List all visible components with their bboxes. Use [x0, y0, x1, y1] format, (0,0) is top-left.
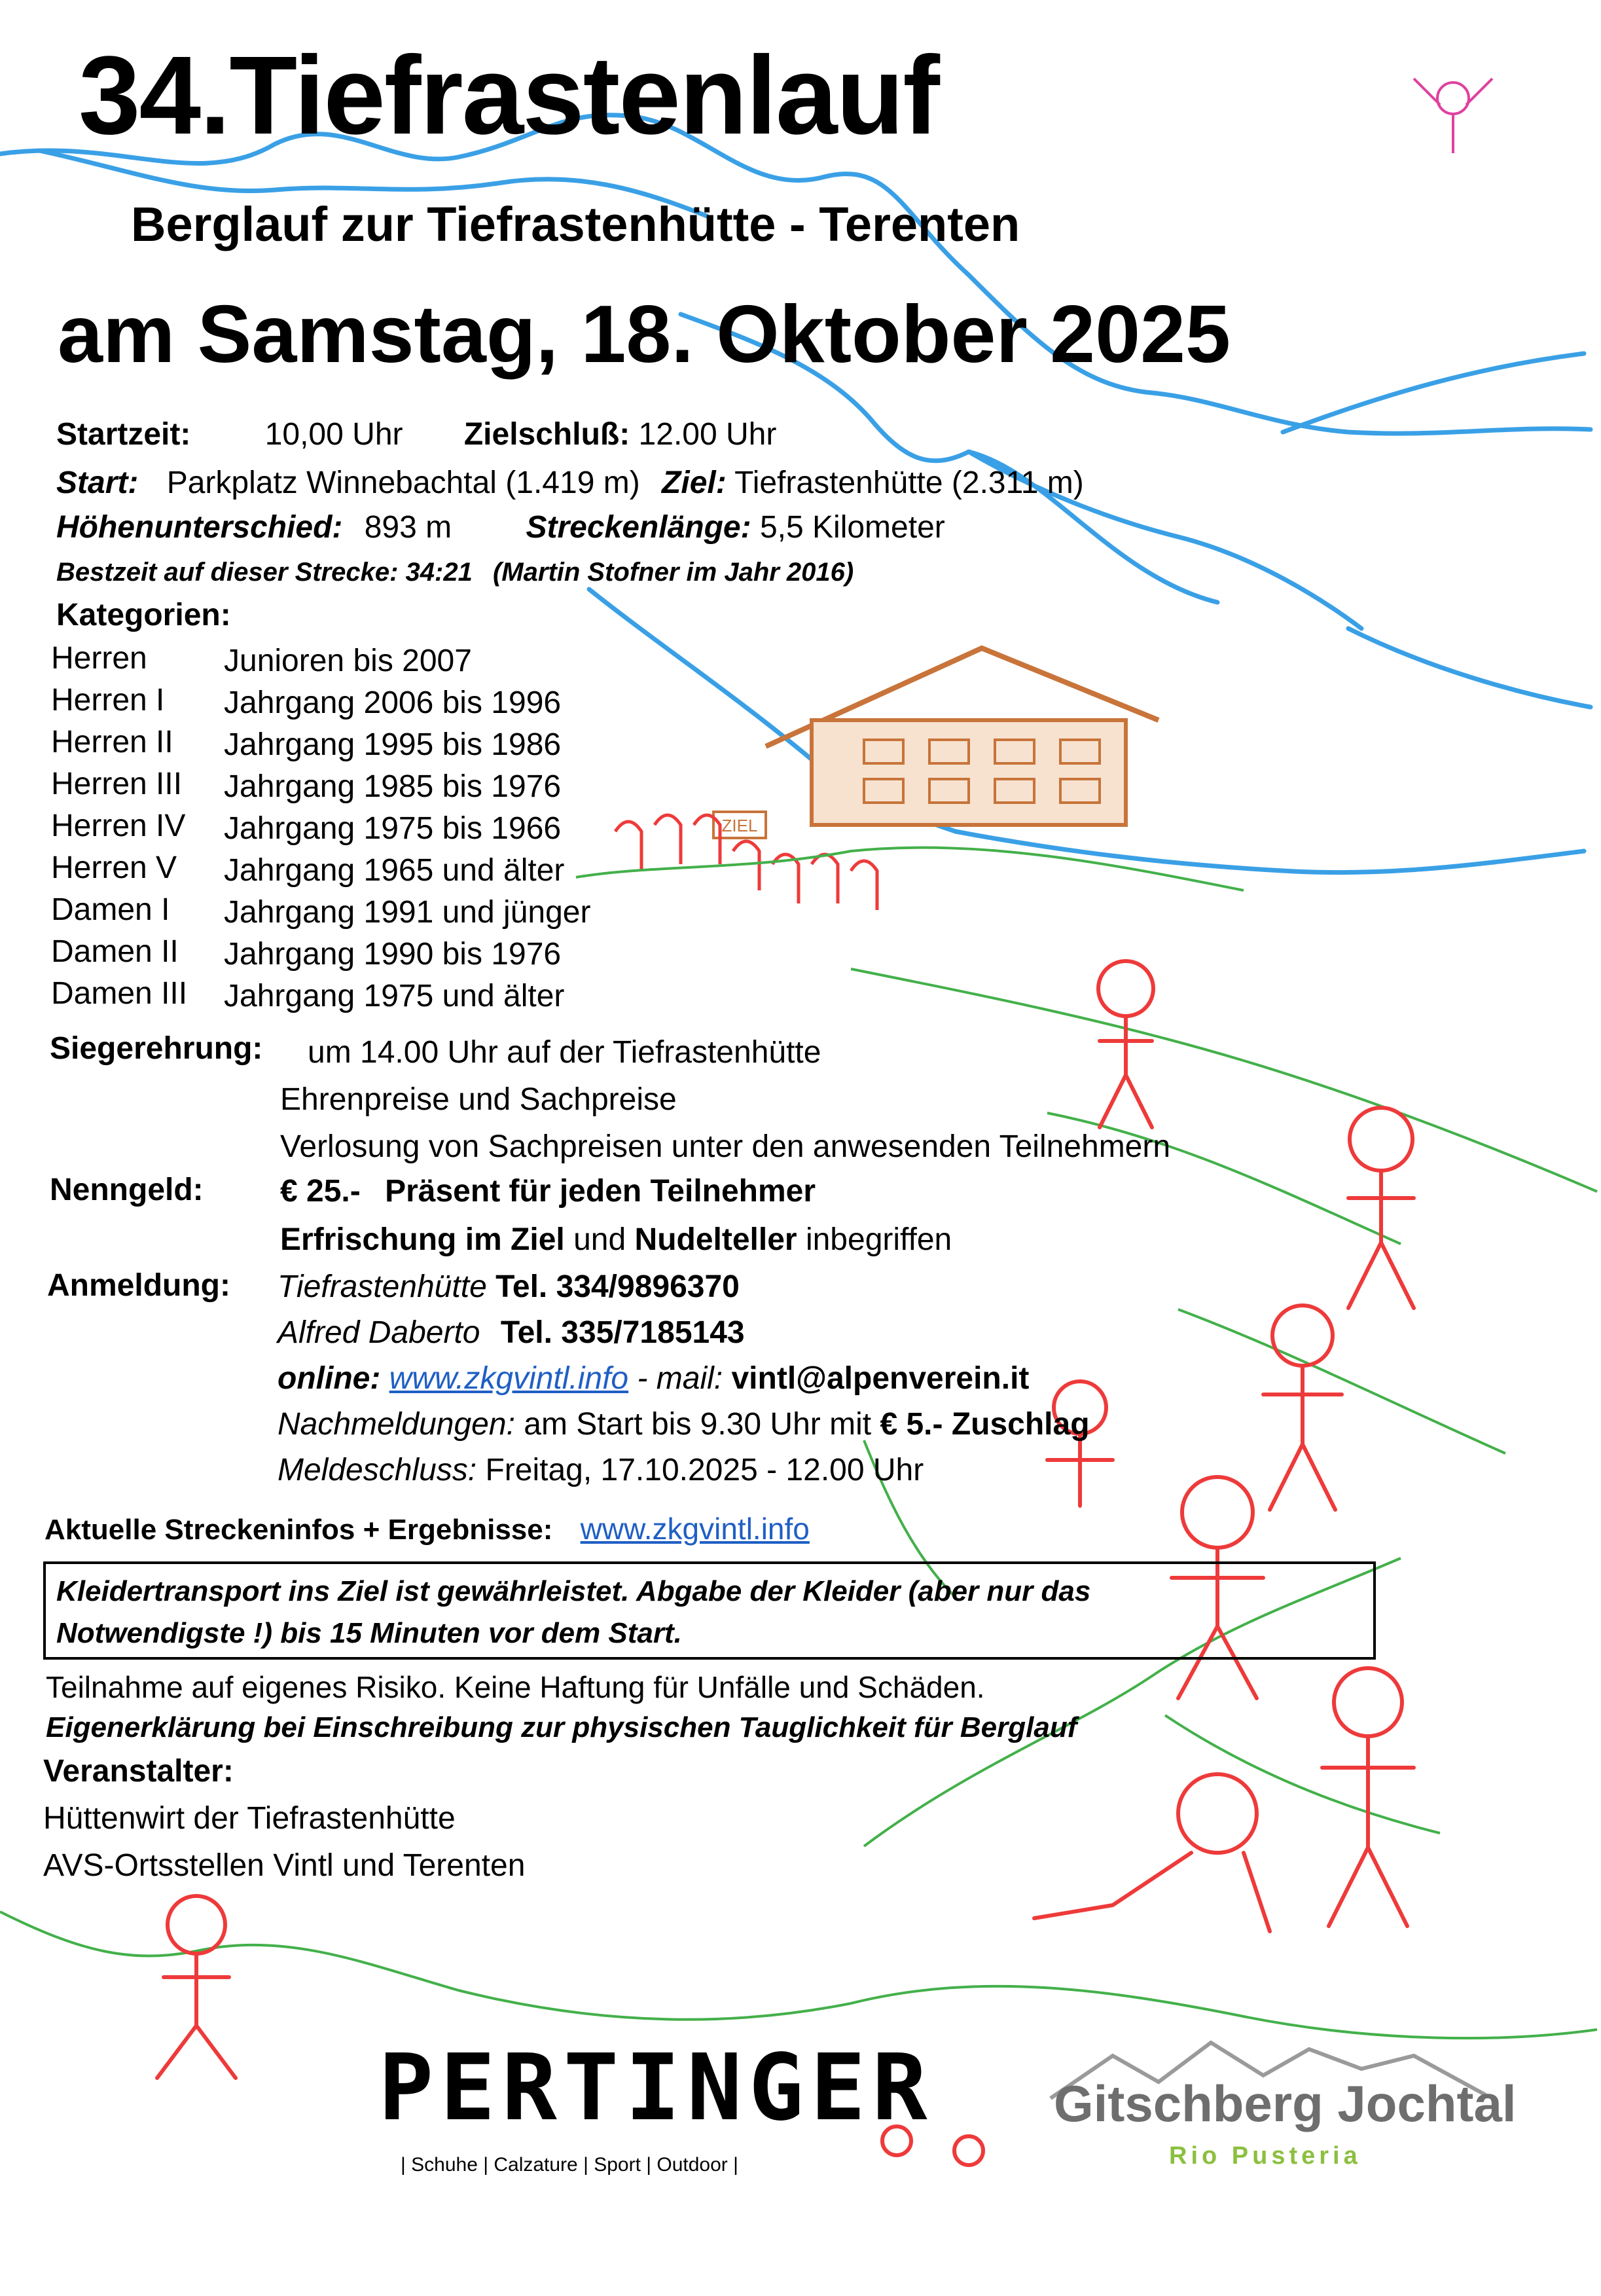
category-range: Jahrgang 1985 bis 1976	[224, 769, 562, 804]
mail-address[interactable]: vintl@alpenverein.it	[731, 1361, 1030, 1396]
online-row	[278, 1360, 1029, 1396]
start-label: Start:	[56, 465, 139, 500]
nenngeld-label: Nenngeld:	[50, 1173, 204, 1207]
category-range: Jahrgang 1990 bis 1976	[224, 937, 562, 972]
ziel-label: Ziel:	[662, 465, 727, 500]
contact2-tel: Tel. 335/7185143	[500, 1315, 745, 1350]
aktuelle-row	[45, 1511, 810, 1546]
nenngeld-amount: € 25.-	[280, 1174, 361, 1209]
zielschluss-value: 12.00 Uhr	[638, 417, 777, 452]
nenngeld-row	[280, 1173, 816, 1209]
deadline-row	[278, 1452, 924, 1488]
category-range: Jahrgang 1975 und älter	[224, 979, 565, 1013]
startzeit-label: Startzeit:	[56, 417, 191, 452]
start-value: Parkplatz Winnebachtal (1.419 m)	[166, 465, 640, 500]
aktuelle-link[interactable]: www.zkgvintl.info	[580, 1512, 810, 1546]
hut-sign: ZIEL	[721, 816, 758, 835]
contact2-row	[278, 1315, 745, 1351]
ziel-value: Tiefrastenhütte (2.311 m)	[734, 465, 1084, 500]
refresh-bold-1: Erfrischung im Ziel	[280, 1222, 565, 1257]
category-name: Herren IV	[51, 809, 186, 843]
deadline-label: Meldeschluss:	[278, 1453, 477, 1487]
category-name: Herren	[51, 641, 147, 676]
anmeldung-label: Anmeldung:	[47, 1268, 230, 1303]
refresh-normal-2: inbegriffen	[805, 1222, 952, 1257]
deadline-value: Freitag, 17.10.2025 - 12.00 Uhr	[485, 1453, 924, 1487]
eigen-text: Eigenerklärung bei Einschreibung zur physischen Tauglichkeit für Berglauf	[46, 1711, 1077, 1743]
category-name: Damen I	[51, 892, 170, 927]
category-name: Damen III	[51, 976, 188, 1011]
bestzeit-row	[56, 558, 854, 587]
late-row	[278, 1406, 1090, 1442]
startzeit-value: 10,00 Uhr	[264, 417, 403, 452]
category-name: Herren II	[51, 725, 173, 759]
veranstalter-line2: AVS-Ortsstellen Vintl und Terenten	[43, 1848, 526, 1883]
hoehe-row	[56, 509, 945, 545]
veranstalter-line1: Hüttenwirt der Tiefrastenhütte	[43, 1801, 456, 1836]
contact2-name: Alfred Daberto	[278, 1315, 480, 1350]
strecke-value: 5,5 Kilometer	[759, 510, 945, 545]
category-range: Jahrgang 1995 bis 1986	[224, 727, 562, 762]
aktuelle-label: Aktuelle Streckeninfos + Ergebnisse:	[45, 1514, 553, 1546]
hoehe-label: Höhenunterschied:	[56, 510, 343, 545]
categories-title: Kategorien:	[56, 598, 231, 632]
bestzeit-text: Bestzeit auf dieser Strecke: 34:21	[56, 558, 473, 587]
contact1-row	[278, 1269, 740, 1305]
hut-illustration	[713, 648, 1159, 838]
nenngeld-refresh	[280, 1222, 952, 1258]
category-range: Jahrgang 1991 und jünger	[224, 895, 591, 930]
siegerehrung-line1: um 14.00 Uhr auf der Tiefrastenhütte	[308, 1035, 821, 1070]
category-range: Junioren bis 2007	[224, 644, 472, 678]
subtitle: Berglauf zur Tiefrastenhütte - Terenten	[131, 197, 1020, 251]
pertinger-logo: PERTINGER	[378, 2035, 934, 2141]
rio-pusteria-logo: Rio Pusteria	[1169, 2142, 1361, 2170]
category-name: Damen II	[51, 934, 179, 969]
siegerehrung-line2: Ehrenpreise und Sachpreise	[280, 1082, 677, 1117]
nenngeld-gift: Präsent für jeden Teilnehmer	[385, 1174, 816, 1209]
page-title: 34.Tiefrastenlauf	[79, 33, 939, 158]
strecke-label: Streckenlänge:	[526, 510, 751, 545]
box-line-2: Notwendigste !) bis 15 Minuten vor dem Start.	[56, 1617, 682, 1649]
online-link[interactable]: www.zkgvintl.info	[389, 1361, 629, 1396]
refresh-normal-1: und	[573, 1222, 626, 1257]
contact1-tel: Tel. 334/9896370	[495, 1269, 740, 1304]
category-name: Herren V	[51, 850, 177, 885]
start-row	[56, 465, 1084, 501]
pertinger-subtitle: | Schuhe | Calzature | Sport | Outdoor |	[401, 2154, 738, 2176]
late-fee: € 5.- Zuschlag	[880, 1407, 1090, 1442]
category-name: Herren III	[51, 767, 183, 801]
zielschluss-label: Zielschluß:	[463, 417, 630, 452]
online-label: online:	[278, 1361, 381, 1396]
category-name: Herren I	[51, 683, 165, 718]
late-value: am Start bis 9.30 Uhr mit	[524, 1407, 872, 1442]
veranstalter-label: Veranstalter:	[43, 1754, 234, 1789]
event-date: am Samstag, 18. Oktober 2025	[58, 289, 1231, 380]
angel-doodle	[1414, 79, 1492, 153]
bestzeit-note: (Martin Stofner im Jahr 2016)	[492, 558, 854, 587]
mail-label: - mail:	[637, 1361, 723, 1396]
startzeit-row	[56, 416, 776, 452]
contact1-name: Tiefrastenhütte	[278, 1269, 487, 1304]
siegerehrung-line3: Verlosung von Sachpreisen unter den anwesenden Teilnehmern	[280, 1129, 1171, 1164]
category-range: Jahrgang 1965 und älter	[224, 853, 565, 888]
siegerehrung-label: Siegerehrung:	[50, 1031, 263, 1066]
category-range: Jahrgang 1975 bis 1966	[224, 811, 562, 846]
risk-text: Teilnahme auf eigenes Risiko. Keine Haftung für Unfälle und Schäden.	[46, 1670, 985, 1704]
refresh-bold-2: Nudelteller	[634, 1222, 797, 1257]
box-line-1: Kleidertransport ins Ziel ist gewährleistet. Abgabe der Kleider (aber nur das	[56, 1575, 1091, 1607]
late-label: Nachmeldungen:	[278, 1407, 515, 1442]
category-range: Jahrgang 2006 bis 1996	[224, 685, 562, 720]
hoehe-value: 893 m	[364, 510, 452, 545]
gitschberg-logo: Gitschberg Jochtal	[1054, 2075, 1517, 2132]
